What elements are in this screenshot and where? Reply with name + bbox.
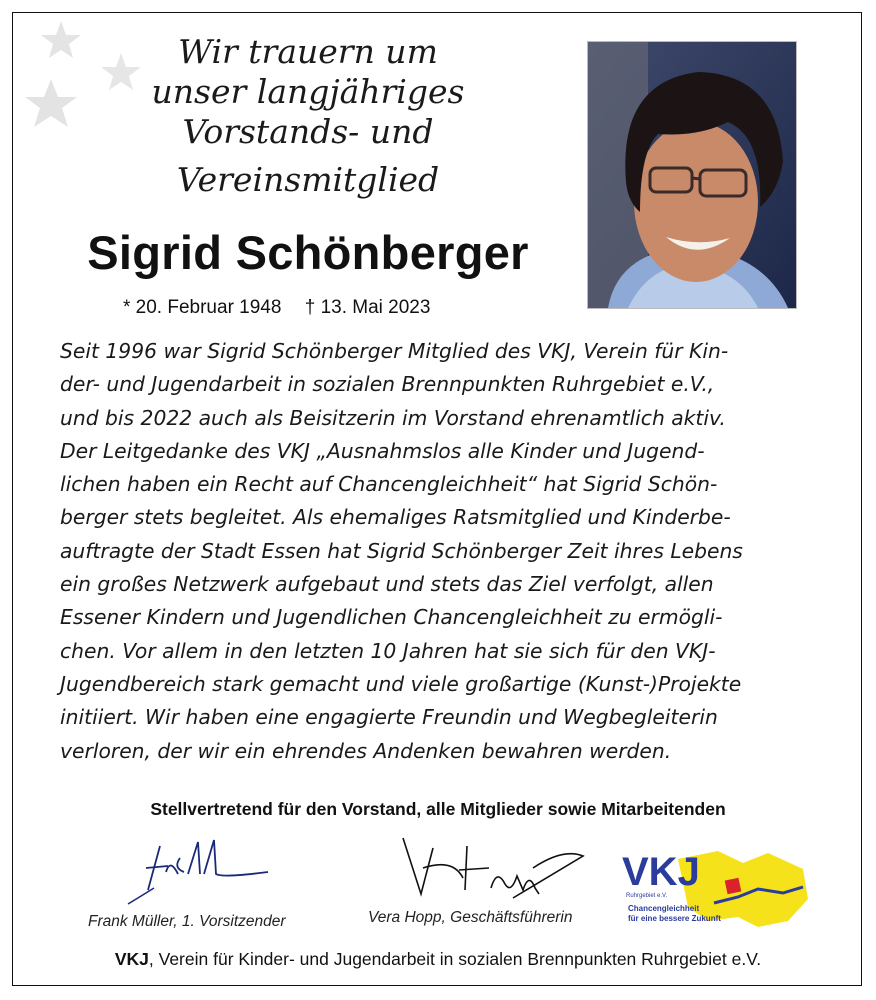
representative-line: Stellvertretend für den Vorstand, alle Mitglieder sowie Mitarbeitenden [150,799,726,819]
body-line: ein großes Netzwerk aufgebaut und stets das Ziel verfolgt, allen [60,572,714,597]
body-line: chen. Vor allem in den letzten 10 Jahren hat sie sich für den VKJ- [60,638,716,663]
body-line: Jugendbereich stark gemacht und viele großartige (Kunst-)Projekte [60,671,742,696]
body-line: initiiert. Wir haben eine engagierte Freundin und Wegbegleiterin [60,705,718,730]
logo-tagline-1: Chancengleichheit [628,904,700,913]
vkj-logo [618,841,818,931]
obituary-body [60,335,820,768]
signatory-name-1: Frank Müller, 1. Vorsitzender [88,913,286,930]
star-icon [25,79,77,127]
portrait-photo [587,41,797,309]
heading-line-3: Vorstands- und [182,112,434,151]
birth-date: * 20. Februar 1948 [123,297,282,318]
heading-line-2: unser langjähriges [151,72,465,111]
footer-organization [13,949,863,970]
footer-org-full: , Verein für Kinder- und Jugendarbeit in sozialen Brennpunkten Ruhrgebiet e.V. [148,949,762,969]
heading-line-4: Vereinsmitglied [176,160,440,199]
body-line: Der Leitgedanke des VKJ „Ausnahmslos alle Kinder und Jugend- [60,438,705,463]
logo-tagline-2: für eine bessere Zukunft [628,914,721,923]
obituary-notice [12,12,862,986]
body-line: verloren, der wir ein ehrendes Andenken bewahren werden. [60,738,672,763]
body-line: lichen haben ein Recht auf Chancengleichheit“ hat Sigrid Schön- [60,472,718,497]
death-date: † 13. Mai 2023 [304,297,431,318]
body-line: auftragte der Stadt Essen hat Sigrid Schönberger Zeit ihres Lebens [60,538,743,563]
footer-org-short: VKJ [114,949,149,969]
heading-line-1: Wir trauern um [178,32,438,71]
body-line: berger stets begleitet. Als ehemaliges Ratsmitglied und Kinderbe- [60,505,731,530]
logo-subtitle: Ruhrgebiet e.V. [626,893,668,899]
signatory-name-2: Vera Hopp, Geschäftsführerin [368,909,573,926]
signature-vera-hopp [393,828,593,908]
life-dates [123,297,448,319]
logo-text: VKJ [622,850,700,894]
star-icon [41,21,81,58]
deceased-name: Sigrid Schönberger [87,226,529,279]
body-line: Seit 1996 war Sigrid Schönberger Mitglied des VKJ, Verein für Kin- [60,339,729,363]
body-line: der- und Jugendarbeit in sozialen Brennpunkten Ruhrgebiet e.V., [60,372,715,397]
signature-frank-mueller [118,828,288,908]
body-line: Essener Kindern und Jugendlichen Chancengleichheit zu ermögli- [60,605,723,630]
body-line: und bis 2022 auch als Beisitzerin im Vorstand ehrenamtlich aktiv. [60,405,726,430]
portrait-illustration [588,42,796,308]
